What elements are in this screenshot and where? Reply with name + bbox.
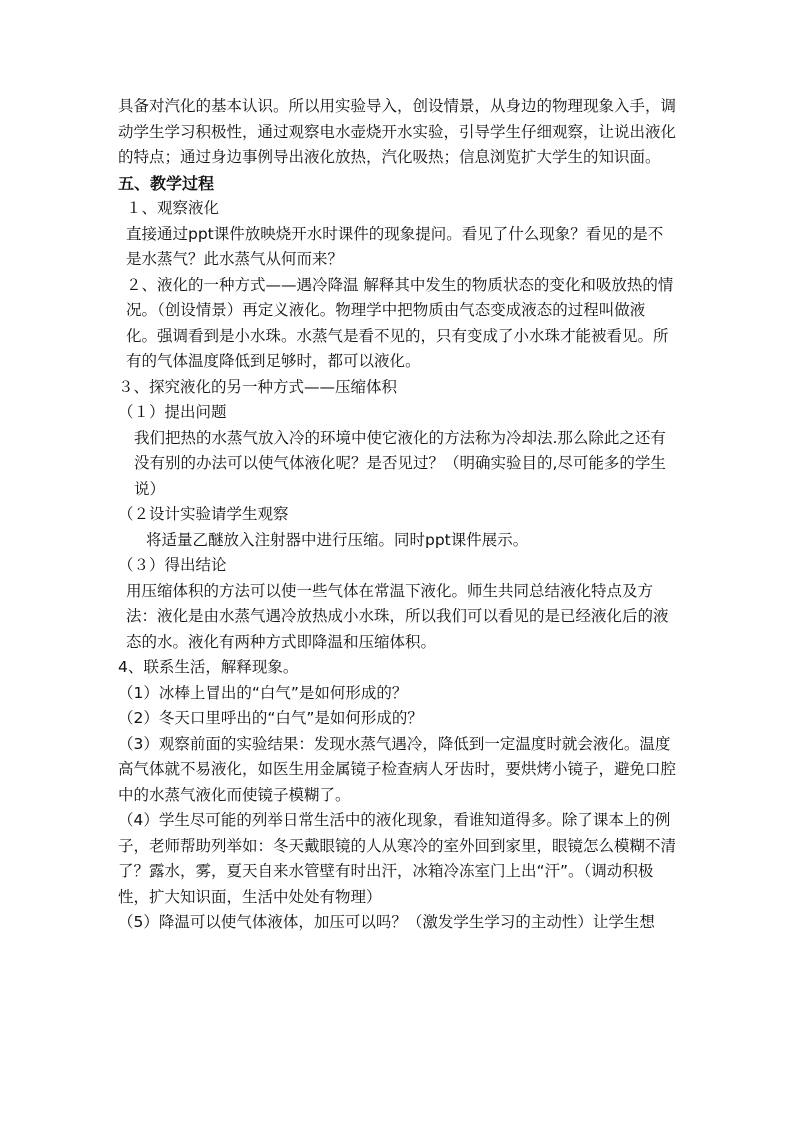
subheading-ask-question: （１）提出问题	[118, 403, 227, 421]
paragraph-cooling-method: ２、液化的一种方式——遇冷降温 解释其中发生的物质状态的变化和吸放热的情况。（创设情景）再定义液化。物理学中把物质由气态变成液态的过程叫做液化。强调看到是小水珠。水蒸气是看不见的，只有变成了小水珠才能被看见。所有的气体温度降低到足够时，都可以液化。	[126, 275, 674, 370]
subheading-design-experiment: （２设计实验请学生观察	[118, 505, 289, 523]
paragraph-conclusion: 用压缩体积的方法可以使一些气体在常温下液化。师生共同总结液化特点及方法：液化是由水蒸气遇冷放热成小水珠，所以我们可以看见的是已经液化后的液态的水。液化有两种方式即降温和压缩体积。	[126, 581, 669, 651]
paragraph-experiment: 将适量乙醚放入注射器中进行压缩。同时ppt课件展示。	[146, 530, 529, 549]
subheading-conclusion: （３）得出结论	[118, 556, 227, 574]
subheading-compression: ３、探究液化的另一种方式——压缩体积	[118, 377, 398, 396]
document-body	[118, 94, 676, 936]
paragraph-intro: 具备对汽化的基本认识。所以用实验导入，创设情景，从身边的物理现象入手，调动学生学习积极性，通过观察电水壶烧开水实验，引导学生仔细观察，让说出液化的特点；通过身边事例导出液化放热，汽化吸热；信息浏览扩大学生的知识面。	[118, 97, 677, 166]
subheading-daily-life: 4、联系生活，解释现象。	[118, 658, 299, 676]
paragraph-question: 我们把热的水蒸气放入冷的环境中使它液化的方法称为冷却法.那么除此之还有没有别的办法可以使气体液化呢？是否见过？（明确实验目的,尽可能多的学生说）	[134, 428, 666, 498]
list-item-2: （2）冬天口里呼出的“白气”是如何形成的？	[118, 709, 423, 727]
list-item-3: （3）观察前面的实验结果：发现水蒸气遇冷，降低到一定温度时就会液化。温度高气体就不易液化，如医生用金属镜子检查病人牙齿时，要烘烤小镜子，避免口腔中的水蒸气液化而使镜子模糊了。	[118, 734, 677, 804]
list-item-1: （1）冰棒上冒出的“白气”是如何形成的？	[118, 683, 408, 702]
subheading-observe-liquefaction: １、观察液化	[126, 199, 220, 217]
list-item-5: （5）降温可以使气体液体，加压可以吗？（激发学生学习的主动性）让学生想	[118, 913, 655, 931]
list-item-4: （4）学生尽可能的列举日常生活中的液化现象，看谁知道得多。除了课本上的例子，老师帮助列举如：冬天戴眼镜的人从寒冷的室外回到家里，眼镜怎么模糊不清了？露水，雾，夏天自来水管壁有时出汗，冰箱冷冻室门上出“汗”。（调动积极性，扩大知识面，生活中处处有物理）	[118, 811, 677, 906]
section-heading: 五、教学过程	[118, 173, 215, 193]
paragraph-observe: 直接通过ppt课件放映烧开水时课件的现象提问。看见了什么现象？看见的是不是水蒸气？此水蒸气从何而来？	[126, 224, 664, 268]
